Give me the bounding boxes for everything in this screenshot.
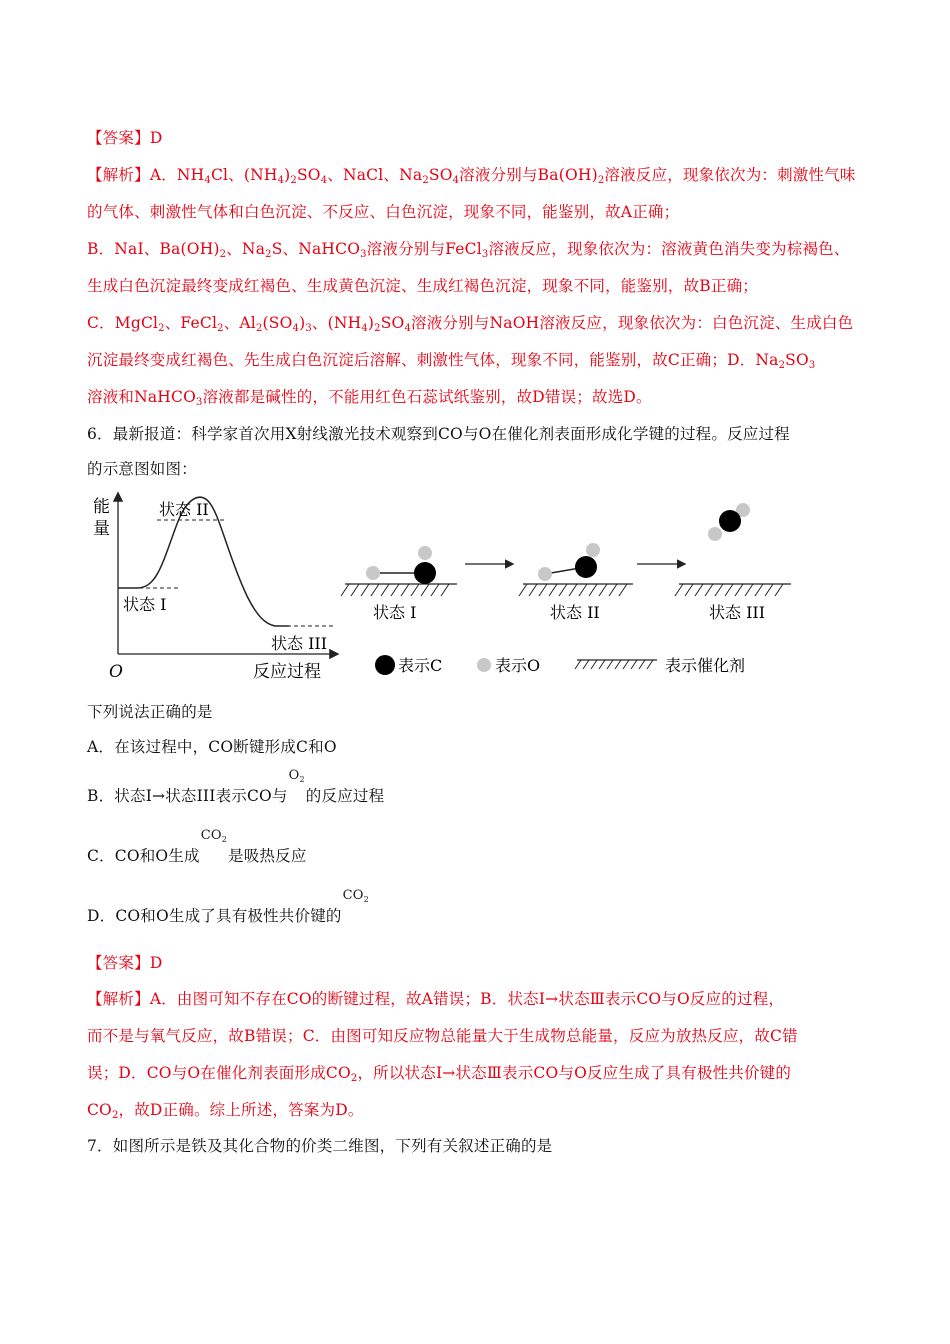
reaction-diagram <box>87 484 797 684</box>
q5-analysis-line-2: 的气体、刺激性气体和白色沉淀、不反应、白色沉淀，现象不同，能鉴别，故A正确； <box>87 203 680 221</box>
q7-stem: 7．如图所示是铁及其化合物的价类二维图，下列有关叙述正确的是 <box>87 1137 553 1155</box>
scene-state-2-label: 状态 II <box>550 603 600 622</box>
energy-plot <box>93 494 337 682</box>
o2-formula: $O_2$ <box>288 768 305 784</box>
oxygen-atom <box>708 527 722 541</box>
q5-analysis-line-1: 【解析】A．$NH_4Cl$、$(NH_4)_2SO_4$、NaCl、$Na_2SO_4$溶液分别与$Ba(OH)_2$溶液反应，现象依次为：刺激性气味 <box>87 166 856 186</box>
carbon-atom <box>414 562 436 584</box>
carbon-atom <box>719 510 741 532</box>
answer-label: 【答案】 <box>87 954 150 972</box>
q6-analysis-line-1: 【解析】A．由图可知不存在CO的断键过程，故A错误；B．状态Ⅰ→状态Ⅲ表示CO与O反应的过程， <box>87 990 785 1008</box>
scene-state-1-label: 状态 I <box>373 603 417 622</box>
q6-analysis-line-4: $CO_2$，故D正确。综上所述，答案为D。 <box>87 1101 364 1121</box>
q5-analysis-line-6: 沉淀最终变成红褐色、先生成白色沉淀后溶解、刺激性气体，现象不同，能鉴别，故C正确；D．$Na_2SO_3$ <box>87 351 816 371</box>
scene-state-2 <box>519 543 633 622</box>
q6-prompt: 下列说法正确的是 <box>87 703 213 721</box>
q6-analysis-line-3: 误；D．CO与O在催化剂表面形成$CO_2$，所以状态Ⅰ→状态Ⅲ表示CO与O反应生成了具有极性共价键的 <box>87 1064 792 1084</box>
origin-label: O <box>109 662 123 682</box>
plot-state-1-label: 状态 I <box>123 595 167 614</box>
plot-state-3-label: 状态 III <box>271 634 328 653</box>
answer-label: 【答案】 <box>87 129 150 147</box>
legend-carbon-label: 表示C <box>398 656 443 675</box>
y-axis-label-2: 量 <box>93 519 110 539</box>
legend-oxygen-marker <box>477 658 491 672</box>
oxygen-atom <box>418 546 432 560</box>
q5-analysis-line-7: 溶液和NaHCO$_3$溶液都是碱性的，不能用红色石蕊试纸鉴别，故D错误；故选D。 <box>87 388 652 408</box>
co2-formula: $CO_2$ <box>200 828 228 844</box>
oxygen-atom <box>366 566 380 580</box>
plot-state-2-label: 状态 II <box>159 500 209 519</box>
q6-option-a: A．在该过程中，CO断键形成C和O <box>87 738 337 756</box>
q5-analysis-line-5: C．MgCl$_2$、FeCl$_2$、$Al_2(SO_4)_3$、$(NH_4)_2SO_4$溶液分别与NaOH溶液反应，现象依次为：白色沉淀、生成白色 <box>87 314 854 334</box>
scene-state-3-label: 状态 III <box>709 603 766 622</box>
q6-answer <box>87 953 162 973</box>
oxygen-atom <box>538 567 552 581</box>
y-axis-label-1: 能 <box>93 497 110 517</box>
q5-analysis-line-3: B．NaI、$Ba(OH)_2$、$Na_2S$、NaHCO$_3$溶液分别与FeCl$_3$溶液反应，现象依次为：溶液黄色消失变为棕褐色、 <box>87 240 850 260</box>
legend-catalyst-marker <box>575 660 653 669</box>
q5-analysis-line-4: 生成白色沉淀最终变成红褐色、生成黄色沉淀、生成红褐色沉淀，现象不同，能鉴别，故B正确； <box>87 277 758 295</box>
q6-option-c: C．CO和O生成$CO_2$是吸热反应 <box>87 828 307 865</box>
scene-state-3 <box>675 503 791 622</box>
carbon-atom <box>575 556 597 578</box>
answer-value: D <box>149 129 163 147</box>
x-axis-label: 反应过程 <box>253 662 321 682</box>
q6-analysis-line-2: 而不是与氧气反应，故B错误；C．由图可知反应物总能量大于生成物总能量，反应为放热反应，故C错 <box>87 1027 798 1045</box>
scene-state-1 <box>341 546 457 622</box>
q6-option-b: B．状态Ⅰ→状态III表示CO与$O_2$的反应过程 <box>87 768 385 805</box>
answer-value: D <box>149 954 163 972</box>
q6-stem-line-2: 的示意图如图： <box>87 460 197 478</box>
q6-option-d: D．CO和O生成了具有极性共价键的$CO_2$ <box>87 888 369 925</box>
legend-catalyst-label: 表示催化剂 <box>665 656 746 675</box>
q5-answer <box>87 128 162 148</box>
legend-carbon-marker <box>375 655 395 675</box>
legend <box>375 655 745 675</box>
co2-formula: $CO_2$ <box>342 888 369 904</box>
q6-stem-line-1: 6．最新报道：科学家首次用X射线激光技术观察到CO与O在催化剂表面形成化学键的过程。反应过程 <box>87 425 790 443</box>
oxygen-atom <box>586 543 600 557</box>
legend-oxygen-label: 表示O <box>495 656 541 675</box>
